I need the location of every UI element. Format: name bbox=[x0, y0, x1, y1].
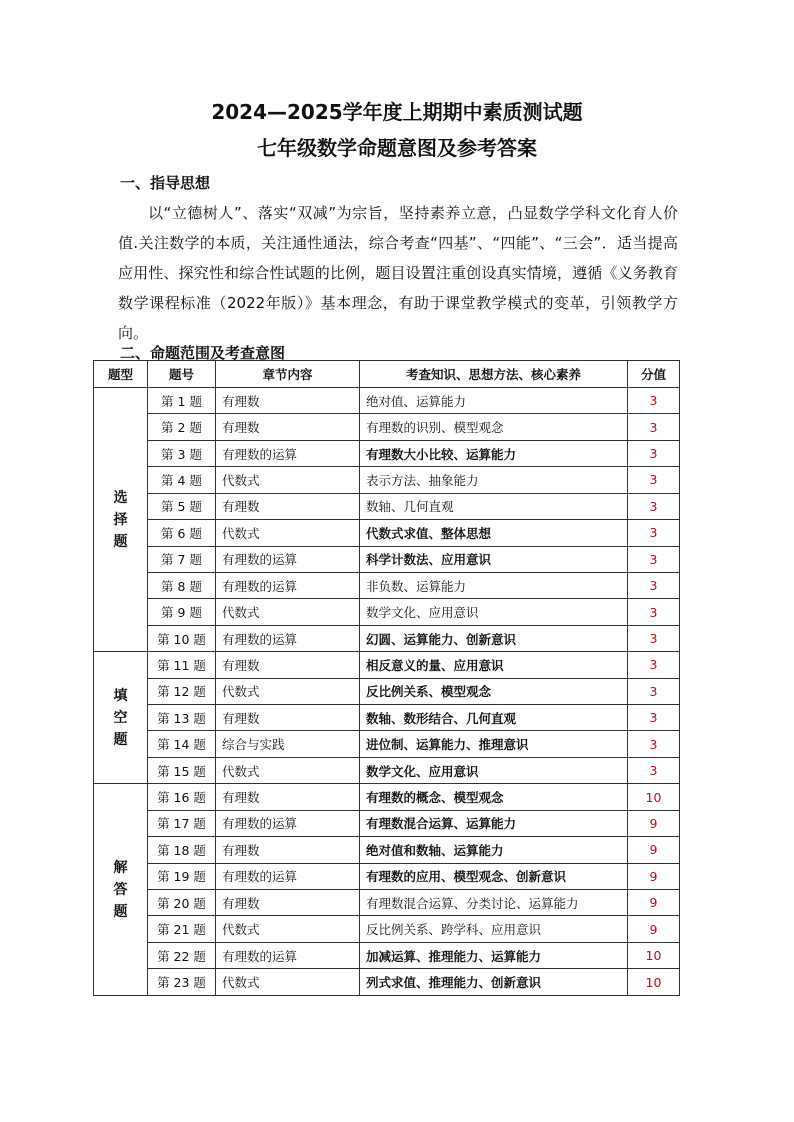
table-row bbox=[94, 546, 680, 572]
question-type-label: 解答题 bbox=[113, 859, 128, 920]
question-type-cell bbox=[94, 388, 148, 652]
header-number: 题号 bbox=[148, 361, 216, 388]
score-cell: 10 bbox=[628, 969, 680, 996]
table-row bbox=[94, 890, 680, 916]
chapter-cell: 有理数 bbox=[216, 493, 360, 519]
score-cell: 3 bbox=[628, 652, 680, 678]
question-number-cell: 第 4 题 bbox=[148, 467, 216, 493]
table-row bbox=[94, 837, 680, 863]
table-row bbox=[94, 520, 680, 546]
score-cell: 9 bbox=[628, 810, 680, 836]
guiding-idea-paragraph: 以“立德树人”、落实“双减”为宗旨，坚持素养立意，凸显数学学科文化育人价值.关注数学的本质，关注通性通法，综合考查“四基”、“四能”、“三会”．适当提高应用性、探究性和综合性试题的比例，题目设置注重创设真实情境，遵循《义务教育数学课程标准（2022年版）》基本理念，有助于课堂教学模式的变革，引领教学方向。 bbox=[118, 204, 678, 342]
question-number-cell: 第 20 题 bbox=[148, 890, 216, 916]
chapter-cell: 有理数的运算 bbox=[216, 572, 360, 598]
question-number-cell: 第 8 题 bbox=[148, 572, 216, 598]
knowledge-cell: 反比例关系、模型观念 bbox=[360, 678, 628, 704]
table-row bbox=[94, 414, 680, 440]
knowledge-cell: 加减运算、推理能力、运算能力 bbox=[360, 942, 628, 968]
table-row bbox=[94, 757, 680, 783]
score-cell: 3 bbox=[628, 757, 680, 783]
question-number-cell: 第 16 题 bbox=[148, 784, 216, 810]
knowledge-cell: 有理数混合运算、分类讨论、运算能力 bbox=[360, 890, 628, 916]
header-score: 分值 bbox=[628, 361, 680, 388]
question-type-label: 选择题 bbox=[113, 489, 128, 550]
header-chapter: 章节内容 bbox=[216, 361, 360, 388]
knowledge-cell: 科学计数法、应用意识 bbox=[360, 546, 628, 572]
table-row bbox=[94, 705, 680, 731]
table-row bbox=[94, 942, 680, 968]
chapter-cell: 有理数的运算 bbox=[216, 810, 360, 836]
question-number-cell: 第 22 题 bbox=[148, 942, 216, 968]
knowledge-cell: 幻圆、运算能力、创新意识 bbox=[360, 625, 628, 651]
title-line-2: 七年级数学命题意图及参考答案 bbox=[257, 136, 537, 160]
question-number-cell: 第 2 题 bbox=[148, 414, 216, 440]
score-cell: 3 bbox=[628, 625, 680, 651]
title-line-1: 2024—2025学年度上期期中素质测试题 bbox=[211, 100, 583, 124]
score-cell: 3 bbox=[628, 546, 680, 572]
knowledge-cell: 代数式求值、整体思想 bbox=[360, 520, 628, 546]
question-number-cell: 第 19 题 bbox=[148, 863, 216, 889]
score-cell: 3 bbox=[628, 678, 680, 704]
chapter-cell: 有理数的运算 bbox=[216, 863, 360, 889]
section-heading-guiding-idea: 一、指导思想 bbox=[120, 174, 211, 192]
score-cell: 3 bbox=[628, 440, 680, 466]
knowledge-cell: 有理数的应用、模型观念、创新意识 bbox=[360, 863, 628, 889]
chapter-cell: 有理数 bbox=[216, 784, 360, 810]
question-number-cell: 第 23 题 bbox=[148, 969, 216, 996]
question-number-cell: 第 5 题 bbox=[148, 493, 216, 519]
table-row bbox=[94, 731, 680, 757]
table-header-row bbox=[94, 361, 680, 388]
question-number-cell: 第 15 题 bbox=[148, 757, 216, 783]
knowledge-cell: 数轴、数形结合、几何直观 bbox=[360, 705, 628, 731]
knowledge-cell: 非负数、运算能力 bbox=[360, 572, 628, 598]
header-knowledge: 考查知识、思想方法、核心素养 bbox=[360, 361, 628, 388]
chapter-cell: 有理数的运算 bbox=[216, 546, 360, 572]
score-cell: 3 bbox=[628, 731, 680, 757]
chapter-cell: 综合与实践 bbox=[216, 731, 360, 757]
knowledge-cell: 反比例关系、跨学科、应用意识 bbox=[360, 916, 628, 942]
table-row bbox=[94, 810, 680, 836]
question-number-cell: 第 17 题 bbox=[148, 810, 216, 836]
chapter-cell: 代数式 bbox=[216, 520, 360, 546]
chapter-cell: 有理数 bbox=[216, 652, 360, 678]
score-cell: 3 bbox=[628, 493, 680, 519]
question-type-cell bbox=[94, 784, 148, 996]
score-cell: 3 bbox=[628, 520, 680, 546]
chapter-cell: 代数式 bbox=[216, 678, 360, 704]
score-cell: 9 bbox=[628, 863, 680, 889]
chapter-cell: 代数式 bbox=[216, 599, 360, 625]
question-type-label: 填空题 bbox=[113, 687, 128, 748]
table-row bbox=[94, 467, 680, 493]
chapter-cell: 有理数 bbox=[216, 890, 360, 916]
question-number-cell: 第 7 题 bbox=[148, 546, 216, 572]
table-row bbox=[94, 863, 680, 889]
knowledge-cell: 有理数混合运算、运算能力 bbox=[360, 810, 628, 836]
score-cell: 3 bbox=[628, 599, 680, 625]
question-number-cell: 第 18 题 bbox=[148, 837, 216, 863]
score-cell: 9 bbox=[628, 890, 680, 916]
score-cell: 9 bbox=[628, 837, 680, 863]
chapter-cell: 代数式 bbox=[216, 467, 360, 493]
knowledge-cell: 相反意义的量、应用意识 bbox=[360, 652, 628, 678]
question-number-cell: 第 12 题 bbox=[148, 678, 216, 704]
chapter-cell: 代数式 bbox=[216, 757, 360, 783]
table-row bbox=[94, 678, 680, 704]
chapter-cell: 有理数的运算 bbox=[216, 440, 360, 466]
knowledge-cell: 表示方法、抽象能力 bbox=[360, 467, 628, 493]
question-number-cell: 第 10 题 bbox=[148, 625, 216, 651]
question-number-cell: 第 21 题 bbox=[148, 916, 216, 942]
knowledge-cell: 数轴、几何直观 bbox=[360, 493, 628, 519]
table-row bbox=[94, 916, 680, 942]
score-cell: 3 bbox=[628, 388, 680, 414]
question-type-cell bbox=[94, 652, 148, 784]
table-row bbox=[94, 440, 680, 466]
table-row bbox=[94, 969, 680, 996]
question-number-cell: 第 11 题 bbox=[148, 652, 216, 678]
score-cell: 10 bbox=[628, 942, 680, 968]
knowledge-cell: 有理数大小比较、运算能力 bbox=[360, 440, 628, 466]
question-number-cell: 第 14 题 bbox=[148, 731, 216, 757]
question-scope-table bbox=[93, 360, 680, 996]
table-row bbox=[94, 599, 680, 625]
header-type: 题型 bbox=[94, 361, 148, 388]
table-row bbox=[94, 388, 680, 414]
knowledge-cell: 有理数的概念、模型观念 bbox=[360, 784, 628, 810]
knowledge-cell: 进位制、运算能力、推理意识 bbox=[360, 731, 628, 757]
question-number-cell: 第 3 题 bbox=[148, 440, 216, 466]
chapter-cell: 有理数的运算 bbox=[216, 625, 360, 651]
score-cell: 10 bbox=[628, 784, 680, 810]
knowledge-cell: 绝对值和数轴、运算能力 bbox=[360, 837, 628, 863]
score-cell: 3 bbox=[628, 467, 680, 493]
knowledge-cell: 数学文化、应用意识 bbox=[360, 757, 628, 783]
table-row bbox=[94, 493, 680, 519]
knowledge-cell: 列式求值、推理能力、创新意识 bbox=[360, 969, 628, 996]
question-number-cell: 第 1 题 bbox=[148, 388, 216, 414]
chapter-cell: 有理数 bbox=[216, 414, 360, 440]
chapter-cell: 有理数 bbox=[216, 837, 360, 863]
chapter-cell: 有理数 bbox=[216, 705, 360, 731]
section-heading-scope: 二、命题范围及考查意图 bbox=[120, 344, 286, 362]
score-cell: 3 bbox=[628, 414, 680, 440]
score-cell: 9 bbox=[628, 916, 680, 942]
chapter-cell: 有理数的运算 bbox=[216, 942, 360, 968]
knowledge-cell: 绝对值、运算能力 bbox=[360, 388, 628, 414]
question-number-cell: 第 9 题 bbox=[148, 599, 216, 625]
knowledge-cell: 数学文化、应用意识 bbox=[360, 599, 628, 625]
table-row bbox=[94, 572, 680, 598]
chapter-cell: 代数式 bbox=[216, 969, 360, 996]
chapter-cell: 代数式 bbox=[216, 916, 360, 942]
score-cell: 3 bbox=[628, 705, 680, 731]
table-row bbox=[94, 652, 680, 678]
table-row bbox=[94, 625, 680, 651]
chapter-cell: 有理数 bbox=[216, 388, 360, 414]
question-number-cell: 第 6 题 bbox=[148, 520, 216, 546]
knowledge-cell: 有理数的识别、模型观念 bbox=[360, 414, 628, 440]
score-cell: 3 bbox=[628, 572, 680, 598]
question-number-cell: 第 13 题 bbox=[148, 705, 216, 731]
table-row bbox=[94, 784, 680, 810]
